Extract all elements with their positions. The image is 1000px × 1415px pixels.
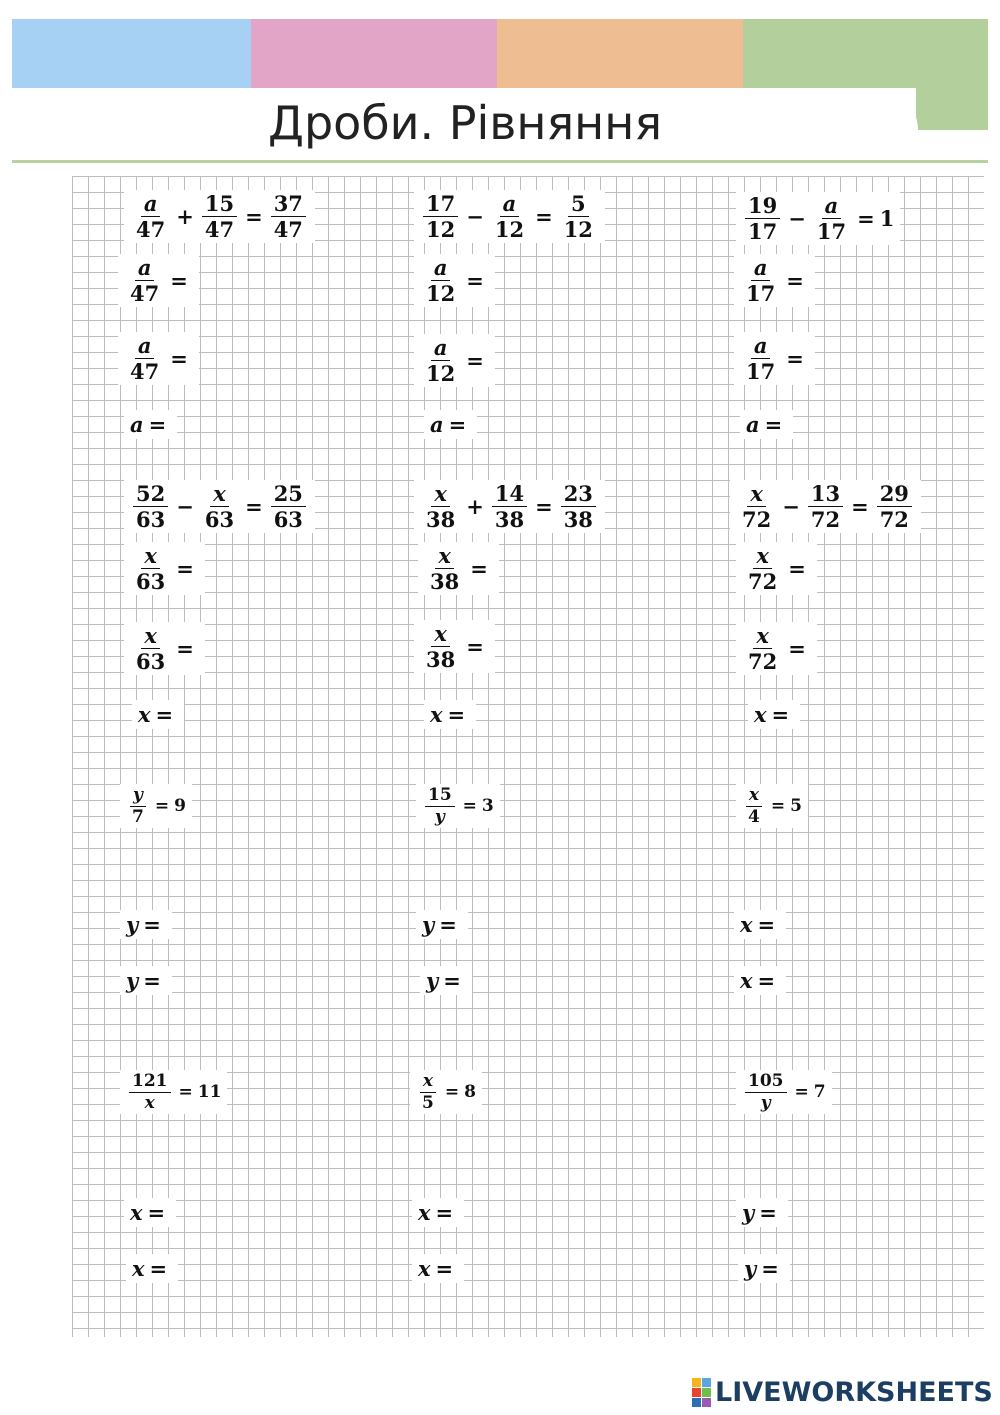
page-title: Дроби. Рівняння	[268, 96, 662, 150]
equation-8-step-2: y =	[420, 966, 472, 995]
grid-paper	[72, 176, 984, 1337]
liveworksheets-logo-text: LIVEWORKSHEETS	[715, 1377, 993, 1408]
header-band-orange	[497, 19, 743, 88]
equation-7-step-2: y =	[120, 966, 172, 995]
equation-8: $\frac{15}{y}$ = 3	[416, 784, 500, 828]
equation-5-step-1: $\frac{x}{38}$ =	[418, 542, 499, 595]
equation-1: $\frac{a}{47}$ + $\frac{15}{47}$ = $\frac{37}{47}$	[124, 190, 315, 243]
equation-2-step-3: a =	[424, 410, 477, 439]
header-band-green	[743, 19, 988, 88]
equation-4-step-2: $\frac{x}{63}$ =	[124, 622, 205, 675]
equation-3-step-1: $\frac{a}{17}$ =	[734, 254, 815, 307]
equation-12-step-2: y =	[738, 1254, 790, 1283]
equation-6: $\frac{x}{72}$ − $\frac{13}{72}$ = $\frac{29}{72}$	[730, 480, 921, 533]
equation-5-step-3: x =	[424, 700, 476, 729]
equation-1-step-2: $\frac{a}{47}$ =	[118, 332, 199, 385]
equation-1-step-1: $\frac{a}{47}$ =	[118, 254, 199, 307]
equation-11: $\frac{x}{5}$ = 8	[410, 1070, 482, 1114]
equation-3-step-3: a =	[740, 410, 793, 439]
equation-2-step-2: $\frac{a}{12}$ =	[414, 334, 495, 387]
equation-10-step-2: x =	[126, 1254, 178, 1283]
equation-2: $\frac{17}{12}$ − $\frac{a}{12}$ = $\frac{5}{12}$	[414, 190, 605, 243]
header-band-blue	[12, 19, 251, 88]
equation-2-step-1: $\frac{a}{12}$ =	[414, 254, 495, 307]
equation-12: $\frac{105}{y}$ = 7	[736, 1070, 832, 1114]
equation-5-step-2: $\frac{x}{38}$ =	[414, 620, 495, 673]
equation-4-step-3: x =	[132, 700, 184, 729]
equation-11-step-1: x =	[412, 1198, 464, 1227]
equation-3: $\frac{19}{17}$ − $\frac{a}{17}$ = 1	[736, 192, 900, 245]
equation-9-step-1: x =	[734, 910, 786, 939]
liveworksheets-logo[interactable]	[692, 1377, 993, 1408]
equation-5: $\frac{x}{38}$ + $\frac{14}{38}$ = $\frac{23}{38}$	[414, 480, 605, 533]
equation-8-step-1: y =	[416, 910, 468, 939]
equation-12-step-1: y =	[736, 1198, 788, 1227]
equation-3-step-2: $\frac{a}{17}$ =	[734, 332, 815, 385]
equation-9: $\frac{x}{4}$ = 5	[736, 784, 808, 828]
equation-7: $\frac{y}{7}$ = 9	[120, 784, 192, 828]
equation-1-step-3: a =	[124, 410, 177, 439]
equation-7-step-1: y =	[120, 910, 172, 939]
title-divider	[12, 160, 988, 163]
liveworksheets-logo-icon	[692, 1378, 711, 1407]
equation-4-step-1: $\frac{x}{63}$ =	[124, 542, 205, 595]
equation-10: $\frac{121}{x}$ = 11	[120, 1070, 227, 1114]
equation-9-step-2: x =	[734, 966, 786, 995]
equation-4: $\frac{52}{63}$ − $\frac{x}{63}$ = $\frac{25}{63}$	[124, 480, 315, 533]
equation-6-step-2: $\frac{x}{72}$ =	[736, 622, 817, 675]
equation-11-step-2: x =	[412, 1254, 464, 1283]
equation-6-step-3: x =	[748, 700, 800, 729]
equation-6-step-1: $\frac{x}{72}$ =	[736, 542, 817, 595]
equation-10-step-1: x =	[124, 1198, 176, 1227]
header-band-pink	[251, 19, 497, 88]
